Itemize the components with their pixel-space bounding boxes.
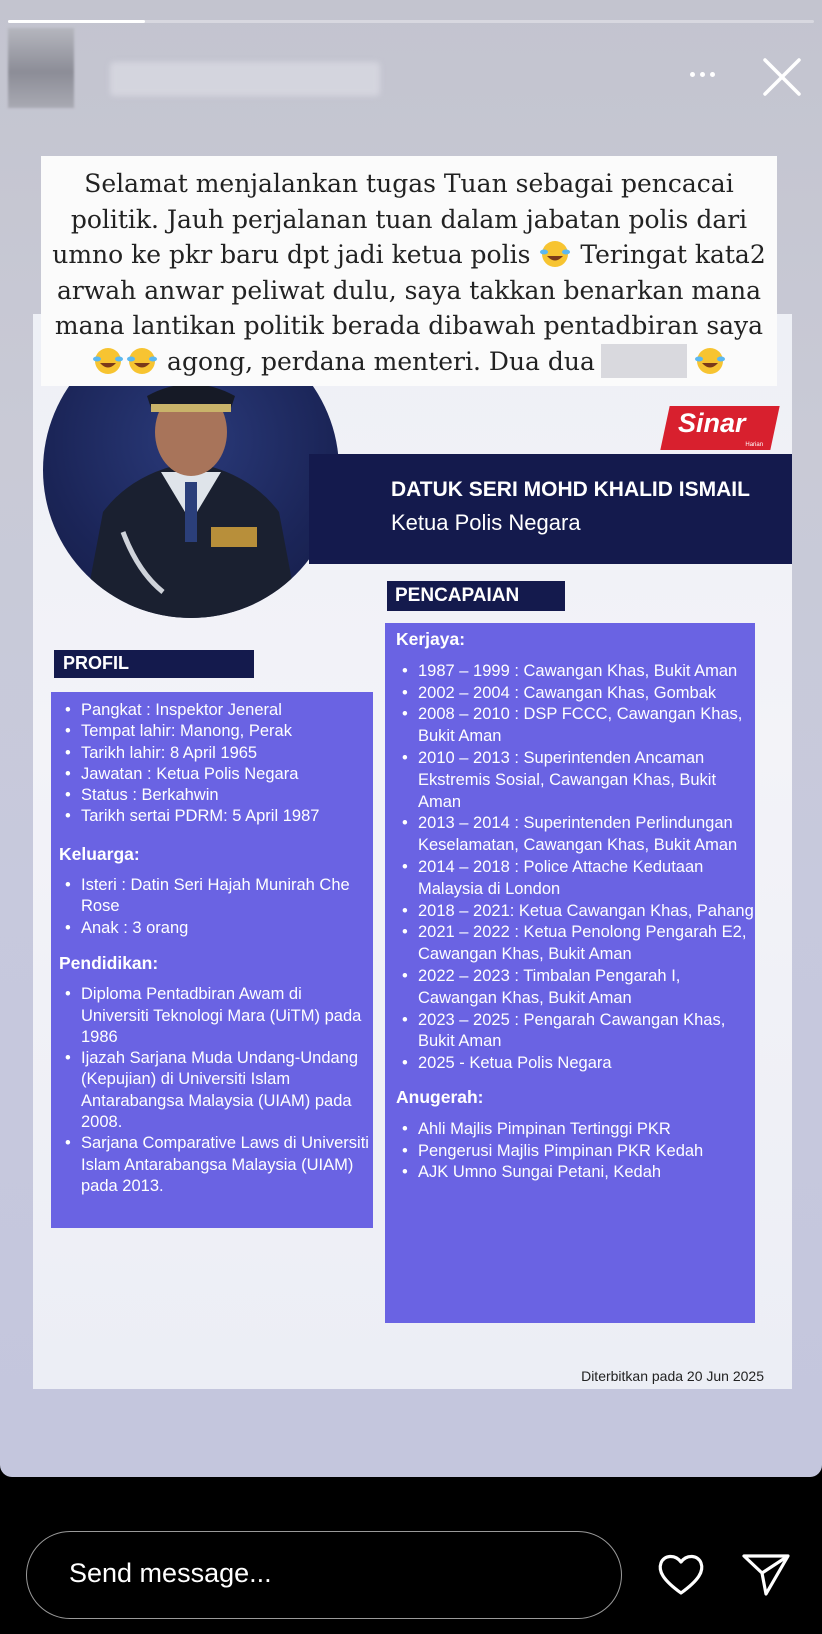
close-icon[interactable] <box>760 55 804 99</box>
list-item: • Anak : 3 orang <box>59 918 373 939</box>
list-item: • Diploma Pentadbiran Awam di Universiti Teknologi Mara (UiTM) pada 1986 <box>59 984 373 1048</box>
caption-line: agong, perdana menteri. Dua dua <box>167 346 595 376</box>
list-item: • Isteri : Datin Seri Hajah Munirah Che Rose <box>59 875 373 918</box>
caption-line: arwah anwar peliwat dulu, saya takkan benarkan mana <box>57 275 761 305</box>
list-item: • Tarikh sertai PDRM: 5 April 1987 <box>59 806 373 827</box>
name-banner <box>309 454 792 564</box>
profil-heading: PROFIL <box>54 650 254 678</box>
anugerah-list <box>396 1119 755 1184</box>
list-item: • Jawatan : Ketua Polis Negara <box>59 764 373 785</box>
list-item: • 2022 – 2023 : Timbalan Pengarah I, Cawangan Khas, Bukit Aman <box>396 966 755 1010</box>
list-item: • Pengerusi Majlis Pimpinan PKR Kedah <box>396 1141 755 1163</box>
caption-line: mana lantikan politik berada dibawah pentadbiran saya <box>54 311 764 340</box>
officer-name: DATUK SERI MOHD KHALID ISMAIL <box>391 478 750 501</box>
face-with-tears-of-joy-icon <box>125 346 159 376</box>
list-item: • AJK Umno Sungai Petani, Kedah <box>396 1162 755 1184</box>
list-item: • Sarjana Comparative Laws di Universiti Islam Antarabangsa Malaysia (UIAM) pada 2013. <box>59 1133 373 1197</box>
list-item: • 2014 – 2018 : Police Attache Kedutaan Malaysia di London <box>396 857 755 901</box>
officer-title: Ketua Polis Negara <box>391 510 581 535</box>
list-item: • 2023 – 2025 : Pengarah Cawangan Khas, Bukit Aman <box>396 1010 755 1054</box>
profil-list <box>59 700 373 828</box>
caption-line: politik. Jauh perjalanan tuan dalam jabatan polis dari <box>70 204 748 234</box>
keluarga-heading: Keluarga: <box>59 843 140 864</box>
list-item: • Status : Berkahwin <box>59 785 373 806</box>
heart-icon[interactable] <box>655 1549 707 1599</box>
list-item: • Ahli Majlis Pimpinan Tertinggi PKR <box>396 1119 755 1141</box>
face-with-tears-of-joy-icon <box>693 346 727 376</box>
list-item: • 1987 – 1999 : Cawangan Khas, Bukit Aman <box>396 661 755 683</box>
keluarga-list <box>59 875 373 939</box>
infographic-card <box>33 314 792 1389</box>
list-item: • Pangkat : Inspektor Jeneral <box>59 700 373 721</box>
list-item: • 2018 – 2021: Ketua Cawangan Khas, Pahang <box>396 901 755 923</box>
published-date: Diterbitkan pada 20 Jun 2025 <box>581 1368 764 1384</box>
face-with-tears-of-joy-icon <box>91 346 125 376</box>
list-item: • Tarikh lahir: 8 April 1965 <box>59 743 373 764</box>
list-item: • 2013 – 2014 : Superintenden Perlindungan Keselamatan, Cawangan Khas, Bukit Aman <box>396 813 755 857</box>
caption-line: umno ke pkr baru dpt jadi ketua polis <box>52 240 531 269</box>
username-redacted[interactable] <box>110 62 380 96</box>
story-progress-bar <box>8 20 814 23</box>
caption-line: Teringat kata2 <box>580 240 766 269</box>
list-item: • Ijazah Sarjana Muda Undang-Undang (Kepujian) di Universiti Islam Antarabangsa Malaysia (UIAM) pada 2008. <box>59 1048 373 1133</box>
face-with-tears-of-joy-icon <box>538 239 572 269</box>
list-item: • 2021 – 2022 : Ketua Penolong Pengarah E2, Cawangan Khas, Bukit Aman <box>396 922 755 966</box>
pencapaian-panel <box>385 623 755 1323</box>
send-icon[interactable] <box>740 1549 792 1599</box>
pencapaian-heading: PENCAPAIAN <box>387 581 565 611</box>
kerjaya-heading: Kerjaya: <box>396 629 466 649</box>
redacted-text <box>601 344 687 378</box>
list-item: • 2010 – 2013 : Superintenden Ancaman Ekstremis Sosial, Cawangan Khas, Bukit Aman <box>396 748 755 813</box>
list-item: • Tempat lahir: Manong, Perak <box>59 721 373 742</box>
list-item: • 2008 – 2010 : DSP FCCC, Cawangan Khas, Bukit Aman <box>396 704 755 748</box>
caption-line: Selamat menjalankan tugas Tuan sebagai pencacai <box>84 169 734 198</box>
anugerah-heading: Anugerah: <box>396 1086 484 1107</box>
list-item: • 2002 – 2004 : Cawangan Khas, Gombak <box>396 683 755 705</box>
kerjaya-list <box>396 661 755 1075</box>
story-caption <box>41 156 777 386</box>
pendidikan-heading: Pendidikan: <box>59 952 159 973</box>
story-progress-fill <box>8 20 145 23</box>
more-options-icon[interactable] <box>682 62 722 86</box>
profil-panel <box>51 692 373 1228</box>
sinar-logo: Sinar Harian <box>660 406 779 450</box>
avatar[interactable] <box>8 28 74 108</box>
list-item: • 2025 - Ketua Polis Negara <box>396 1053 755 1075</box>
send-message-input[interactable]: Send message... <box>26 1531 622 1619</box>
pendidikan-list <box>59 984 373 1197</box>
